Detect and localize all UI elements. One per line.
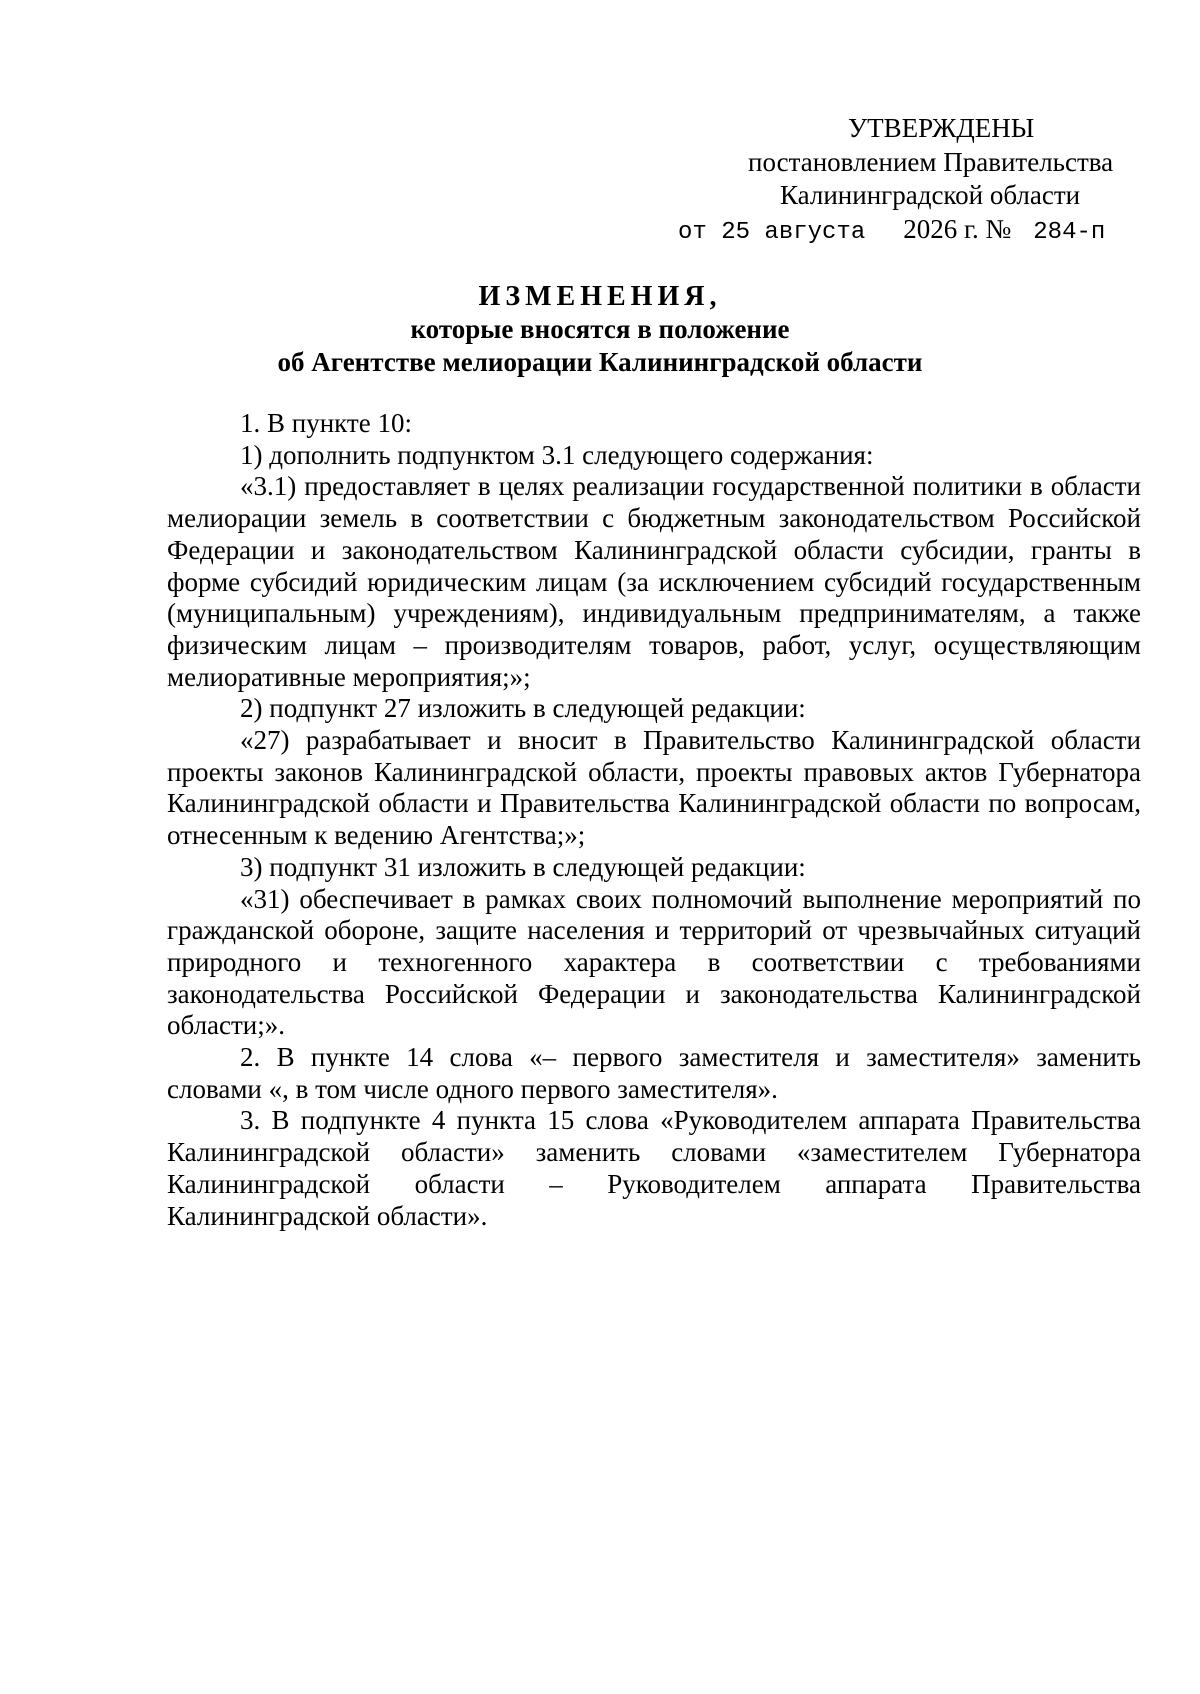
paragraph-6: 3) подпункт 31 изложить в следующей редакции:	[240, 851, 806, 882]
approval-number: 284-п	[1033, 219, 1106, 246]
title-heading: ИЗМЕНЕНИЯ,	[478, 281, 722, 312]
paragraph-9: 3. В подпункте 4 пункта 15 слова «Руководителем аппарата Правительства Калининградской области» заменить словами «заместителем Губернатора Калининградской области – Руководителем аппарата Правительства Калининградской области».	[167, 1105, 1141, 1231]
paragraph-5: «27) разрабатывает и вносит в Правительство Калининградской области проекты законов Калининградской области, проекты правовых актов Губернатора Калининградской области и Правительства Калининградской области по вопросам, отнесенным к ведению Агентства;»;	[167, 725, 1141, 851]
paragraph-7: «31) обеспечивает в рамках своих полномочий выполнение мероприятий по гражданской обороне, защите населения и территорий от чрезвычайных ситуаций природного и техногенного характера в соответствии с требованиями законодательства Российской Федерации и законодательства Калининградской области;».	[167, 883, 1141, 1041]
title-line-3: об Агентстве мелиорации Калининградской области	[277, 347, 923, 377]
paragraph-3: «3.1) предоставляет в целях реализации государственной политики в области мелиорации земель в соответствии с бюджетным законодательством Российской Федерации и законодательством Калининградской области субсидии, гранты в форме субсидий юридическим лицам (за исключением субсидий государственным (муниципальным) учреждениям), индивидуальным предпринимателям, а также физическим лицам – производителям товаров, работ, услуг, осуществляющим мелиоративные мероприятия;»;	[167, 471, 1141, 692]
approval-date: от 25 августа	[678, 219, 866, 246]
approval-date-line	[678, 213, 1105, 249]
approval-region-line: Калининградской области	[780, 180, 1081, 210]
title-line-2: которые вносятся в положение	[410, 314, 790, 344]
paragraph-1: 1. В пункте 10:	[240, 408, 412, 438]
approval-year: 2026 г. №	[903, 214, 1012, 244]
document-body	[167, 408, 1141, 1232]
approval-resolution-line: постановлением Правительства	[748, 147, 1114, 177]
approved-word: УТВЕРЖДЕНЫ	[848, 113, 1035, 143]
paragraph-8: 2. В пункте 14 слова «– первого заместителя и заместителя» заменить словами «, в том числе одного первого заместителя».	[167, 1042, 1141, 1104]
document-title	[0, 280, 1200, 379]
paragraph-4: 2) подпункт 27 изложить в следующей редакции:	[240, 693, 806, 724]
paragraph-2: 1) дополнить подпунктом 3.1 следующего содержания:	[240, 439, 874, 470]
